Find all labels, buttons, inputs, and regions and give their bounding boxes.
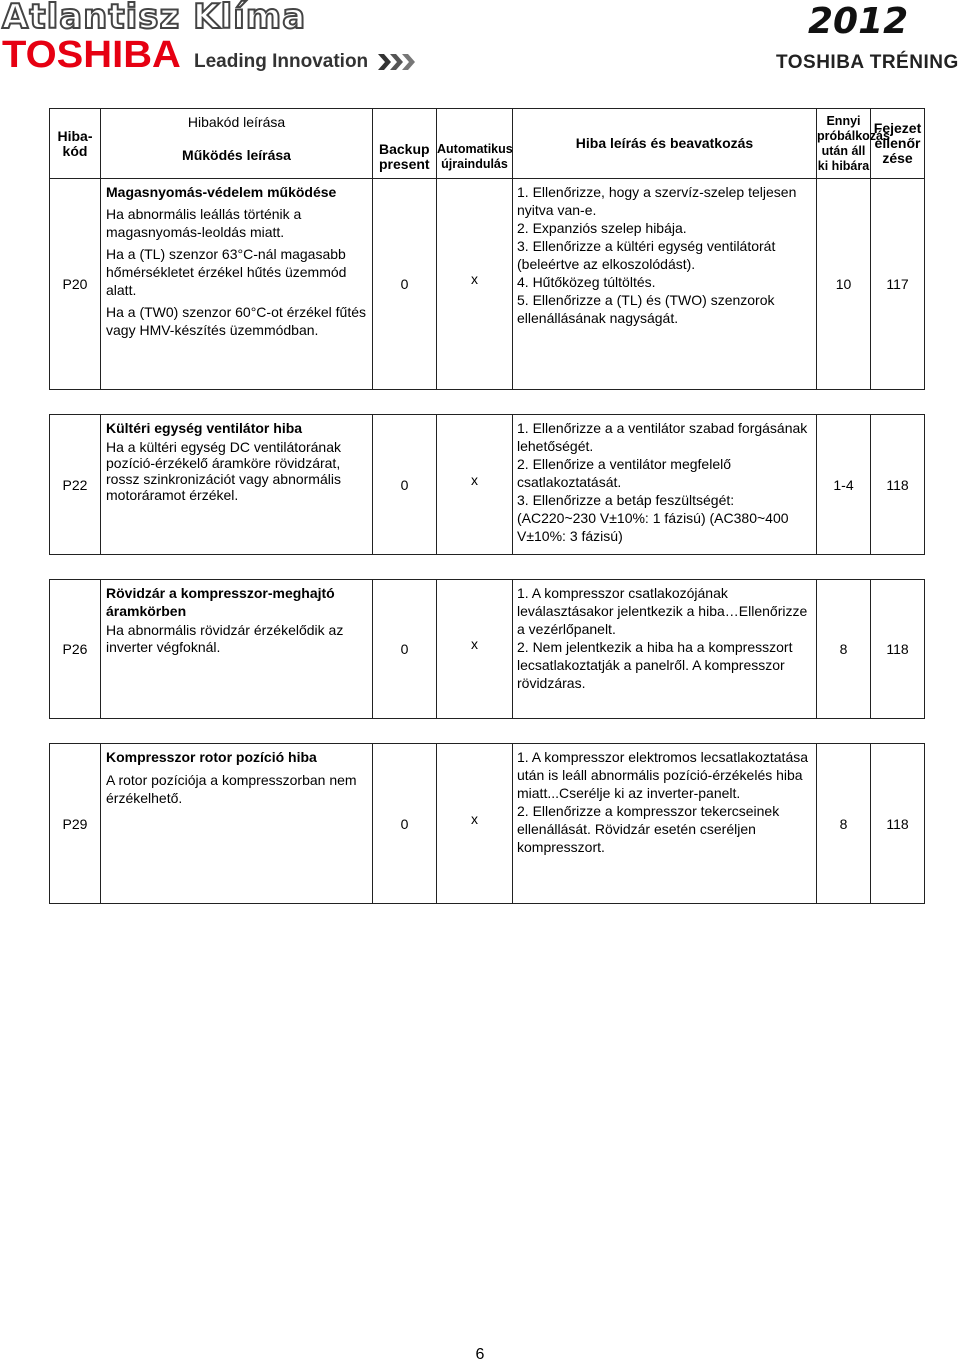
fault-code: P29	[50, 744, 101, 904]
action-step: 1. A kompresszor csatlakozójának leválasztásakor jelentkezik a hiba…Ellenőrizze a vezérlőpanelt.	[517, 585, 808, 637]
desc-line: Ha a (TL) szenzor 63°C-nál magasabb hőmérsékletet érzékel hűtés üzemmód alatt.	[106, 246, 347, 298]
fault-code: P26	[50, 580, 101, 719]
header-auto	[437, 109, 513, 179]
action-step: 1. A kompresszor elektromos lecsatlakoztatása után is leáll abnormális pozíció-érzékelés hiba miatt...Cserélje ki az inverter-panelt.	[517, 749, 809, 801]
action-step: 1. Ellenőrizze a a ventilátor szabad forgásának lehetőségét.	[517, 420, 808, 454]
header-backup-label: Backup present	[379, 141, 430, 172]
retry-count: 10	[817, 179, 871, 390]
table-header-row	[50, 109, 925, 179]
desc-line: Ha abnormális leállás történik a magasnyomás-leoldás miatt.	[106, 206, 302, 240]
row-spacer	[50, 390, 925, 415]
retry-count: 8	[817, 580, 871, 719]
header-code-label: Hiba-kód	[57, 127, 93, 159]
header-auto-label: Automatikus újraindulás	[437, 142, 513, 171]
chapter-ref: 117	[871, 179, 925, 390]
fault-description	[101, 744, 373, 904]
header-operation-label: Működés leírása	[182, 147, 291, 163]
fault-title: Kültéri egység ventilátor hiba	[106, 420, 303, 436]
action-step: 3. Ellenőrizze a betáp feszültségét: (AC220~230 V±10%: 1 fázisú) (AC380~400 V±10%: 3 fázisú)	[517, 492, 789, 544]
action-step: 5. Ellenőrizze a (TL) és (TWO) szenzorok ellenállásának nagyságát.	[517, 292, 775, 326]
fault-actions	[513, 744, 817, 904]
fault-code-table	[49, 108, 925, 904]
row-spacer	[50, 719, 925, 744]
page-header	[0, 0, 960, 80]
chapter-ref: 118	[871, 744, 925, 904]
auto-restart-value: x	[437, 415, 513, 555]
fault-description	[101, 580, 373, 719]
atlantisz-klima-logo: Atlantisz Klíma	[2, 0, 307, 37]
header-action	[513, 109, 817, 179]
backup-value: 0	[373, 179, 437, 390]
chapter-ref: 118	[871, 415, 925, 555]
header-backup	[373, 109, 437, 179]
table-row	[50, 580, 925, 719]
table-row	[50, 415, 925, 555]
fault-title: Magasnyomás-védelem működése	[106, 184, 337, 200]
action-step: 4. Hűtőközeg túltöltés.	[517, 274, 656, 290]
header-group-label: Hibakód leírása	[187, 114, 286, 130]
header-chapter-label: Fejezet ellenőr zése	[873, 120, 922, 166]
header-retry	[817, 109, 890, 179]
fault-code: P20	[50, 179, 101, 390]
tagline: Leading Innovation	[194, 51, 369, 72]
training-title: TOSHIBA TRÉNING	[776, 52, 959, 73]
auto-restart-value: x	[437, 179, 513, 390]
header-retry-label: Ennyi próbálkozás után áll ki hibára	[817, 113, 890, 173]
action-step: 2. Ellenőrizze a kompresszor tekercseinek ellenállását. Rövidzár esetén cseréljen kompresszort.	[517, 803, 780, 855]
header-chapter	[871, 109, 925, 179]
retry-count: 8	[817, 744, 871, 904]
header-code	[50, 109, 101, 179]
fault-description	[101, 415, 373, 555]
auto-restart-value: x	[437, 580, 513, 719]
page-number: 6	[475, 1346, 485, 1363]
action-step: 2. Ellenőrize a ventilátor megfelelő csatlakoztatását.	[517, 456, 732, 490]
chevrons-icon	[378, 52, 418, 72]
fault-title: Kompresszor rotor pozíció hiba	[106, 749, 317, 765]
desc-line: A rotor pozíciója a kompresszorban nem érzékelhető.	[106, 772, 357, 806]
backup-value: 0	[373, 580, 437, 719]
action-step: 2. Nem jelentkezik a hiba ha a kompresszort lecsatlakoztatják a panelről. A kompresszor rövidzáras.	[517, 639, 793, 691]
table-row	[50, 179, 925, 390]
auto-restart-value: x	[437, 744, 513, 904]
fault-actions	[513, 415, 817, 555]
fault-actions	[513, 580, 817, 719]
fault-actions	[513, 179, 817, 390]
chapter-ref: 118	[871, 580, 925, 719]
desc-line: Ha a (TW0) szenzor 60°C-ot érzékel fűtés vagy HMV-készítés üzemmódban.	[106, 304, 367, 338]
toshiba-logo: TOSHIBA	[2, 34, 181, 76]
fault-title: Rövidzár a kompresszor-meghajtó áramkörben	[106, 585, 335, 619]
desc-line: Ha abnormális rövidzár érzékelődik az inverter végfoknál.	[106, 622, 344, 655]
header-action-label: Hiba leírás és beavatkozás	[575, 135, 754, 151]
action-step: 1. Ellenőrizze, hogy a szervíz-szelep teljesen nyitva van-e.	[517, 184, 797, 218]
fault-description	[101, 179, 373, 390]
backup-value: 0	[373, 415, 437, 555]
row-spacer	[50, 555, 925, 580]
fault-code: P22	[50, 415, 101, 555]
action-step: 3. Ellenőrizze a kültéri egység ventilátorát (beleértve az elkoszolódást).	[517, 238, 776, 272]
desc-line: Ha a kültéri egység DC ventilátorának pozíció-érzékelő áramköre rövidzárat, rossz szinkronizációt vagy abnormális motoráramot érzékel.	[106, 439, 342, 503]
backup-value: 0	[373, 744, 437, 904]
table-row	[50, 744, 925, 904]
header-operation	[101, 109, 373, 179]
action-step: 2. Expanziós szelep hibája.	[517, 220, 687, 236]
retry-count: 1-4	[817, 415, 871, 555]
year-logo: 2012	[808, 1, 909, 42]
